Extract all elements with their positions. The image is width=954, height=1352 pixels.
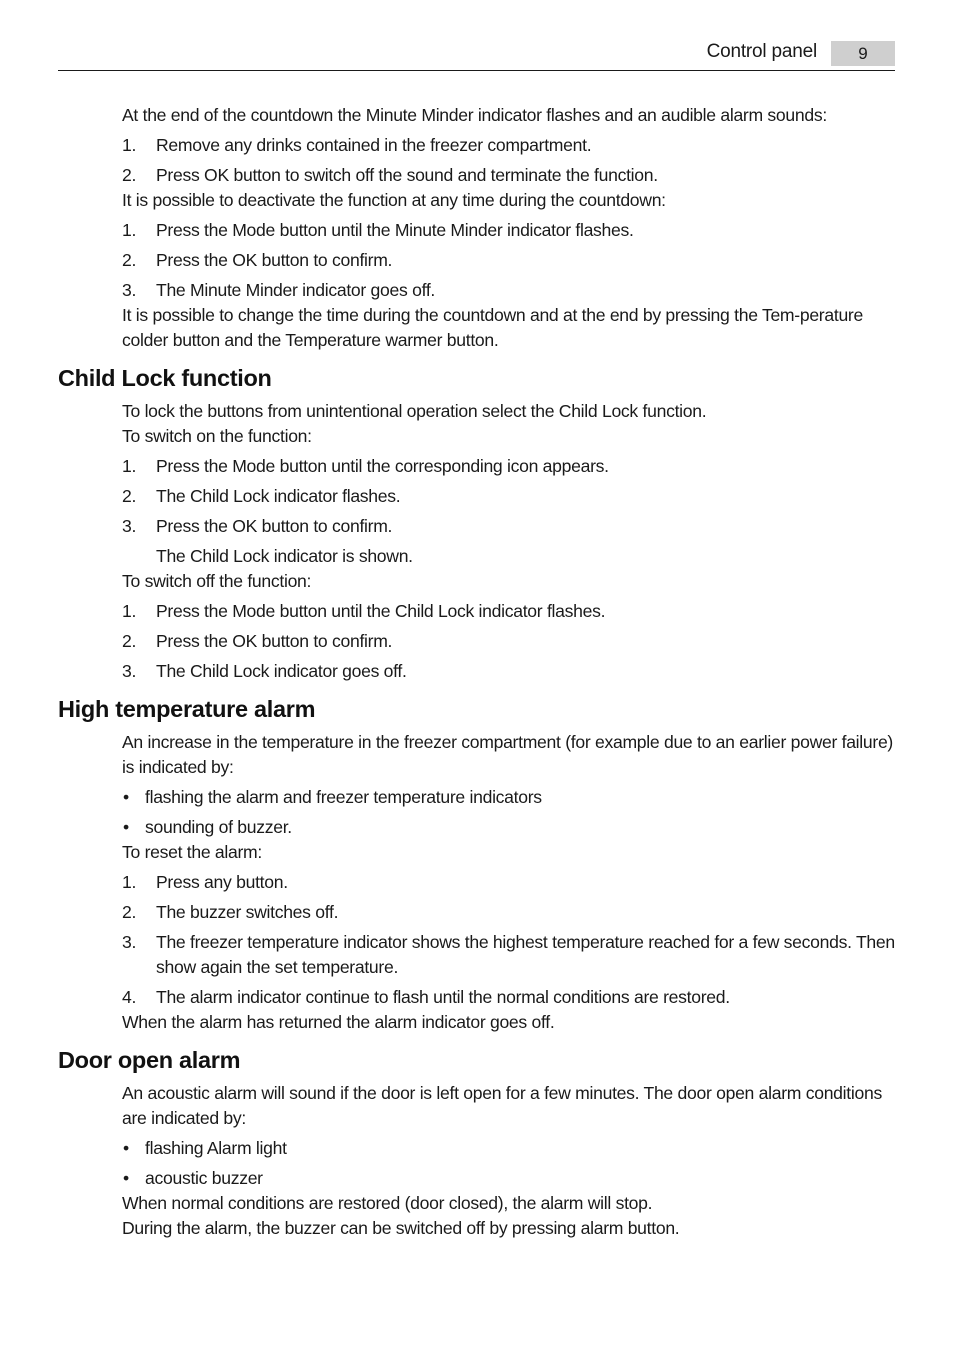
bullet-item [122,815,895,840]
page-number: 9 [831,41,895,66]
list-text: The freezer temperature indicator shows the highest temperature reached for a few seconds. Then show again the set temperature. [156,932,895,977]
bullet-item [122,1166,895,1191]
paragraph: When normal conditions are restored (door closed), the alarm will stop. [122,1193,653,1213]
list-number: 1. [122,135,137,155]
bullet-item [122,785,895,810]
list-number: 1. [122,601,137,621]
list-text: Press any button. [156,872,288,892]
numbered-list [58,454,895,539]
list-item [122,454,895,479]
page-body [58,103,895,1241]
step-result: The Child Lock indicator is shown. [156,546,413,566]
list-item [122,278,895,303]
child-lock-section [58,363,895,684]
bullet-text: sounding of buzzer. [145,817,292,837]
list-text: Press the OK button to confirm. [156,250,393,270]
bullet-text: acoustic buzzer [145,1168,263,1188]
bullet-glyph: • [123,1138,129,1158]
paragraph: When the alarm has returned the alarm indicator goes off. [122,1012,555,1032]
numbered-list [58,870,895,1010]
list-item [122,163,895,188]
numbered-list [58,218,895,303]
list-number: 2. [122,631,137,651]
list-number: 3. [122,280,137,300]
list-item [122,484,895,509]
list-number: 3. [122,661,137,681]
paragraph: An acoustic alarm will sound if the door is left open for a few minutes. The door open alarm conditions are indicated by: [122,1083,882,1128]
bullet-item [122,1136,895,1161]
section-title: Control panel [706,41,817,62]
minute-minder-section [58,103,895,353]
list-text: Press the OK button to confirm. [156,631,393,651]
door-open-alarm-section [58,1045,895,1241]
list-item [122,930,895,980]
paragraph: During the alarm, the buzzer can be switched off by pressing alarm button. [122,1218,680,1238]
bullet-glyph: • [123,817,129,837]
numbered-list [58,599,895,684]
list-text: Remove any drinks contained in the freezer compartment. [156,135,592,155]
list-text: Press the Mode button until the Minute Minder indicator flashes. [156,220,634,240]
header-divider [58,70,895,71]
list-number: 3. [122,932,137,952]
list-number: 1. [122,220,137,240]
list-item [122,218,895,243]
list-number: 2. [122,902,137,922]
list-text: Press OK button to switch off the sound and terminate the function. [156,165,658,185]
section-heading: High temperature alarm [58,696,316,722]
list-text: Press the OK button to confirm. [156,516,393,536]
list-number: 1. [122,872,137,892]
paragraph: To switch on the function: [122,426,312,446]
list-number: 2. [122,250,137,270]
list-item [122,659,895,684]
paragraph: To lock the buttons from unintentional operation select the Child Lock function. [122,401,707,421]
list-item [122,514,895,539]
paragraph: At the end of the countdown the Minute Minder indicator flashes and an audible alarm sounds: [122,105,827,125]
list-number: 3. [122,516,137,536]
list-item [122,629,895,654]
list-text: Press the Mode button until the corresponding icon appears. [156,456,609,476]
section-heading: Door open alarm [58,1047,241,1073]
list-text: The buzzer switches off. [156,902,339,922]
list-number: 4. [122,987,137,1007]
list-item [122,133,895,158]
list-number: 2. [122,165,137,185]
list-text: Press the Mode button until the Child Lock indicator flashes. [156,601,606,621]
list-number: 1. [122,456,137,476]
list-item [122,870,895,895]
paragraph: An increase in the temperature in the freezer compartment (for example due to an earlier power failure) is indicated by: [122,732,893,777]
section-heading: Child Lock function [58,365,272,391]
bullet-list [58,1136,895,1191]
paragraph: It is possible to change the time during the countdown and at the end by pressing the Tem-perature colder button and the Temperature warmer button. [122,305,863,350]
list-item [122,248,895,273]
numbered-list [58,133,895,188]
paragraph: To switch off the function: [122,571,312,591]
bullet-list [58,785,895,840]
list-text: The Child Lock indicator flashes. [156,486,401,506]
high-temperature-alarm-section [58,694,895,1035]
list-item [122,985,895,1010]
list-text: The Minute Minder indicator goes off. [156,280,436,300]
bullet-text: flashing the alarm and freezer temperature indicators [145,787,542,807]
bullet-glyph: • [123,787,129,807]
list-text: The alarm indicator continue to flash until the normal conditions are restored. [156,987,730,1007]
list-item [122,599,895,624]
paragraph: To reset the alarm: [122,842,262,862]
list-text: The Child Lock indicator goes off. [156,661,407,681]
bullet-glyph: • [123,1168,129,1188]
list-item [122,900,895,925]
bullet-text: flashing Alarm light [145,1138,287,1158]
list-number: 2. [122,486,137,506]
paragraph: It is possible to deactivate the function at any time during the countdown: [122,190,666,210]
